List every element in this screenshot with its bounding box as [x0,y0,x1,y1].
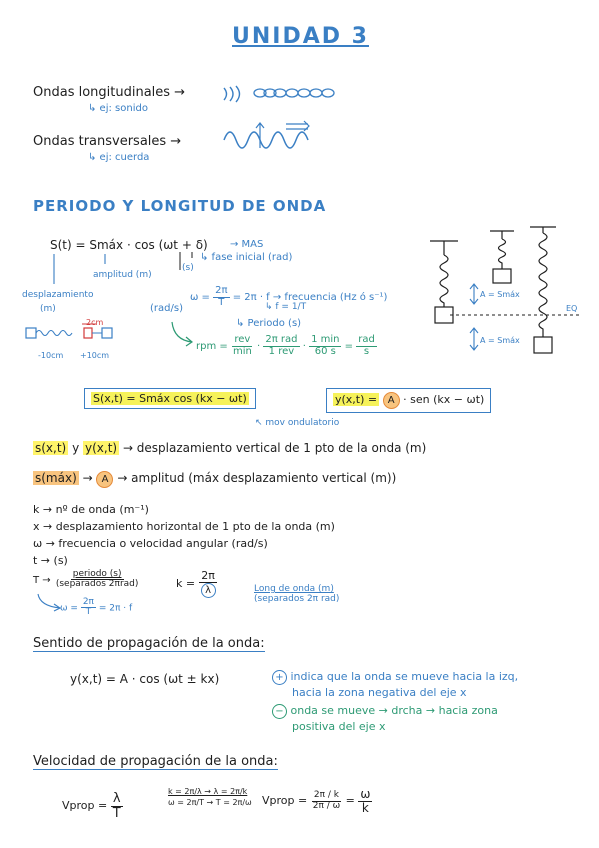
desplazamiento-unit: (m) [40,304,56,314]
time-unit: (s) [182,263,194,273]
plus-sign-note-2: hacia la zona negativa del eje x [292,686,467,699]
omega-again: ω = $\frac{2\pi}{T}$ = 2π · f [60,597,133,618]
def-x: x → desplazamiento horizontal de 1 pto de la onda (m) [33,520,335,533]
spring-neg10: -10cm [38,351,64,360]
velocity-formula-1: Vprop = $\frac{\lambda}{T}$ [62,791,121,821]
minus-sign-note-2: positiva del eje x [292,720,386,733]
transversal-wave-sketch [220,118,320,152]
k-formula: k = $\frac{2\pi}{\lambda}$ [176,569,215,596]
equilibrium-label: EQ [566,304,578,313]
desplazamiento-label: desplazamiento [22,290,94,300]
propagation-equation: y(x,t) = A · cos (ωt ± kx) [70,672,220,686]
def-period: T → $\frac{\text{periodo (s)}}{\text{(separados 2πrad)}}$ [33,569,139,590]
longitudinal-label: Ondas longitudinales → [33,85,186,100]
spring-2cm: 2cm [86,318,104,327]
plus-sign-note: + indica que la onda se mueve hacia la izq, [272,670,518,685]
section-heading-periodo: PERIODO Y LONGITUD DE ONDA [33,197,327,215]
section-heading-sentido: Sentido de propagación de la onda: [33,636,265,651]
rpm-conversion: rpm = $\frac{\text{rev}}{\min}$ · $\frac{\text{2π rad}}{\text{1 rev}}$ · $\frac{1 \min}{60 s}$ = $\frac{\text{rad}}{s}$ [196,334,375,357]
wave-equation-box-y: y(x,t) = A · sen (kx − ωt) [326,388,491,413]
mas-equation: S(t) = Smáx · cos (ωt + δ) [50,238,208,252]
omega-unit: (rad/s) [150,303,183,314]
amplitude-top: A = Smáx [480,290,520,299]
lambda-note: Long de onda (m) (separados 2π rad) [254,584,340,604]
periodo-label: ↳ Periodo (s) [236,318,302,329]
mov-ondulatorio-note: ↖ mov ondulatorio [255,418,340,428]
wave-equation-box-s: S(x,t) = Smáx cos (kx − ωt) [84,388,256,409]
def-k: k → nº de onda (m⁻¹) [33,503,149,516]
frequency-relation: ↳ f = 1/T [265,302,307,312]
amplitud-label: amplitud (m) [93,270,152,280]
longitudinal-example: ↳ ej: sonido [88,103,148,114]
velocity-formula-2: Vprop = $\frac{2\pi / k}{2\pi / \omega}$ = $\frac{\omega}{k}$ [262,787,371,815]
minus-sign-note: − onda se mueve → drcha → hacia zona [272,704,498,719]
def-t: t → (s) [33,554,68,567]
omega-equation: ω = $\frac{2\pi}{T}$ = 2π · f → frecuencia (Hz ó s⁻¹) [190,285,388,308]
def-amplitude: s(máx) → A → amplitud (máx desplazamiento vertical (m)) [33,471,396,488]
transversal-example: ↳ ej: cuerda [88,152,150,163]
spring-displacement-sketch [24,318,124,346]
spring-pos10: +10cm [80,351,110,360]
fase-inicial: ↳ fase inicial (rad) [200,252,293,263]
velocity-derivation: k = 2π/λ → λ = 2π/k ω = 2π/T → T = 2π/ω [168,787,252,808]
transversal-label: Ondas transversales → [33,134,182,149]
page-title: UNIDAD 3 [232,24,369,49]
def-omega: ω → frecuencia o velocidad angular (rad/s) [33,537,268,550]
amplitude-bottom: A = Smáx [480,336,520,345]
def-displacement: s(x,t) y y(x,t) → desplazamiento vertical de 1 pto de la onda (m) [35,441,427,455]
mas-label: → MAS [230,239,264,250]
longitudinal-wave-sketch [220,82,340,104]
section-heading-velocidad: Velocidad de propagación de la onda: [33,754,278,769]
